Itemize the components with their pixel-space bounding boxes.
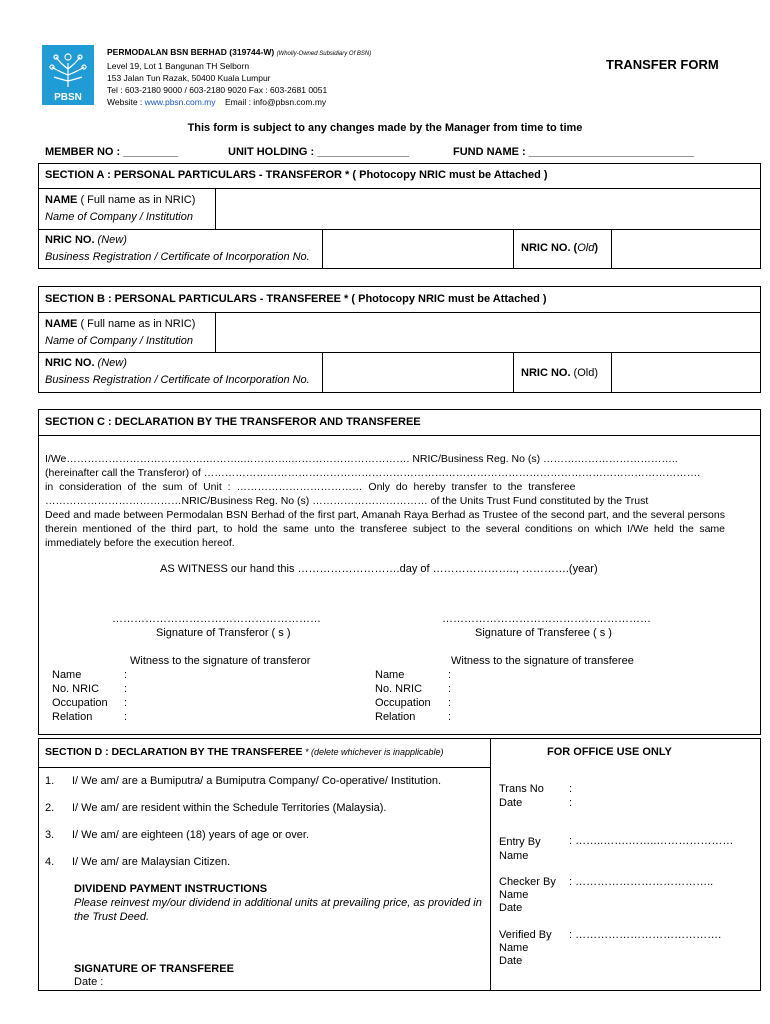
b-nric-new-rest: (New): [94, 357, 127, 369]
witness-transferee-label: Witness to the signature of transferee: [451, 655, 634, 667]
company-sub: (Wholly-Owned Subsidiary Of BSN): [276, 51, 372, 57]
a-nric-old-label: NRIC NO. (: [521, 242, 578, 254]
section-d-title: SECTION D : DECLARATION BY THE TRANSFEREE: [45, 746, 303, 758]
witness-transferee-colons[interactable]: : : : :: [448, 669, 452, 723]
office-trans-colons[interactable]: : :: [569, 783, 573, 809]
office-entry-field[interactable]: : ……..…….……..…………………: [569, 835, 734, 847]
company-info: [107, 46, 371, 108]
office-checker-field[interactable]: : ………………………………..: [569, 876, 714, 888]
a-name-input[interactable]: [216, 189, 760, 229]
d-item-3[interactable]: 3.: [45, 829, 55, 841]
d-item-2-text: I/ We am/ are resident within the Schedule Territories (Malaysia).: [72, 802, 387, 814]
website-label: Website :: [107, 97, 143, 107]
fund-name-field[interactable]: FUND NAME : ___________________________: [453, 146, 694, 158]
tel-fax: Tel : 603-2180 9000 / 603-2180 9020 Fax : 603-2681 0051: [107, 85, 328, 95]
notice: This form is subject to any changes made by the Manager from time to time: [187, 122, 583, 134]
field-occupation: Occupation: [52, 697, 108, 709]
d-item-1-text: I/ We am/ are a Bumiputra/ a Bumiputra Company/ Co-operative/ Institution.: [72, 775, 442, 787]
declaration-line-3: in consideration of the sum of Unit : ……………………………… Only do hereby transfer to the transferee: [45, 481, 576, 493]
a-company-label: Name of Company / Institution: [45, 211, 193, 223]
witness-line[interactable]: AS WITNESS our hand this ……………………….day of ………………….., ………….(year): [160, 563, 598, 575]
b-nric-new-label: NRIC NO.: [45, 357, 95, 369]
field-nric: No. NRIC: [375, 683, 423, 695]
b-nric-old-input[interactable]: [612, 353, 760, 393]
field-relation: Relation: [375, 711, 416, 723]
transferor-signature-line[interactable]: …………………………………………………: [112, 613, 321, 625]
a-nric-new-label: NRIC NO.: [45, 234, 95, 246]
date-field[interactable]: Date :: [74, 976, 104, 988]
d-item-4[interactable]: 4.: [45, 856, 55, 868]
sig-transferor-label: Signature of Transferor ( s ): [156, 627, 291, 639]
section-c-title: SECTION C : DECLARATION BY THE TRANSFEROR AND TRANSFEREE: [45, 416, 421, 428]
a-nric-old-input[interactable]: [612, 230, 760, 269]
address-line-2: 153 Jalan Tun Razak, 50400 Kuala Lumpur: [107, 73, 271, 83]
witness-transferor-label: Witness to the signature of transferor: [130, 655, 311, 667]
b-name-label-rest: ( Full name as in NRIC): [77, 318, 196, 330]
section-a-title: SECTION A : PERSONAL PARTICULARS - TRANSFEROR * ( Photocopy NRIC must be Attached ): [45, 169, 548, 181]
a-name-label-rest: ( Full name as in NRIC): [77, 194, 196, 206]
b-company-label: Name of Company / Institution: [45, 335, 193, 347]
form-title: TRANSFER FORM: [606, 57, 719, 72]
b-nric-new-input[interactable]: [323, 353, 513, 393]
a-name-label: NAME: [45, 194, 78, 206]
b-nric-old-rest: (Old): [570, 367, 598, 379]
declaration-line-4: …………………………………NRIC/Business Reg. No (s) …………………………… of the Units Trust Fund constituted by the Trust: [45, 495, 649, 507]
field-nric: No. NRIC: [52, 683, 100, 695]
email: Email : info@pbsn.com.my: [224, 97, 327, 107]
field-name: Name: [52, 669, 82, 681]
declaration-line-1: I/We………………………………….………..…………..……………………………. NRIC/Business Reg. No (s) ……….………………………..: [45, 453, 678, 465]
office-verified: Verified By Name Date: [499, 929, 552, 967]
witness-transferor-colons[interactable]: : : : :: [124, 669, 128, 723]
office-use-title: FOR OFFICE USE ONLY: [547, 746, 672, 758]
declaration-text: [45, 452, 725, 550]
address-line-1: Level 19, Lot 1 Bangunan TH Selborn: [107, 61, 250, 71]
b-name-input[interactable]: [216, 313, 760, 352]
logo-text: PBSN: [54, 92, 82, 103]
section-d-note: * (delete whichever is inapplicable): [302, 747, 444, 757]
a-nric-new-rest: (New): [94, 234, 127, 246]
pbsn-logo: [42, 45, 94, 105]
d-item-2[interactable]: 2.: [45, 802, 55, 814]
member-no-field[interactable]: MEMBER NO : _________: [45, 146, 179, 158]
field-relation: Relation: [52, 711, 93, 723]
office-verified-field[interactable]: : ………………………………….: [569, 929, 722, 941]
unit-holding-field[interactable]: UNIT HOLDING : _______________: [228, 146, 409, 158]
office-trans: Trans No Date: [499, 783, 544, 809]
d-item-1[interactable]: 1.: [45, 775, 55, 787]
website-link[interactable]: www.pbsn.com.my: [144, 97, 216, 107]
a-nric-old-end: ): [594, 242, 599, 254]
b-brn-label: Business Registration / Certificate of Incorporation No.: [45, 374, 310, 386]
b-nric-old-label: NRIC NO.: [521, 367, 571, 379]
a-nric-old-italic: Old: [577, 242, 595, 254]
a-nric-new-input[interactable]: [323, 230, 513, 269]
declaration-body: Deed and made between Permodalan BSN Berhad of the first part, Amanah Raya Berhad as Trustee of the second part, and the several persons therein mentioned of the third part, to hold the same unto the transferee subject to the several conditions on which I/We held the same immediately before the execution hereof.: [45, 509, 725, 549]
transferee-signature-line[interactable]: …………………………………………………: [442, 613, 651, 625]
dividend-text: Please reinvest my/our dividend in additional units at prevailing price, as provided in the Trust Deed.: [74, 897, 482, 923]
office-entry: Entry By Name: [499, 836, 541, 862]
field-name: Name: [375, 669, 405, 681]
company-name: PERMODALAN BSN BERHAD (319744-W): [107, 47, 275, 57]
d-item-4-text: I/ We am/ are Malaysian Citizen.: [72, 856, 231, 868]
witness-transferee-fields: [375, 668, 431, 724]
d-item-3-text: I/ We am/ are eighteen (18) years of age or over.: [72, 829, 310, 841]
section-b-title: SECTION B : PERSONAL PARTICULARS - TRANSFEREE * ( Photocopy NRIC must be Attached ): [45, 293, 547, 305]
field-occupation: Occupation: [375, 697, 431, 709]
signature-label: SIGNATURE OF TRANSFEREE: [74, 963, 234, 975]
office-checker: Checker By Name Date: [499, 876, 556, 914]
dividend-title: DIVIDEND PAYMENT INSTRUCTIONS: [74, 883, 268, 895]
b-name-label: NAME: [45, 318, 78, 330]
a-brn-label: Business Registration / Certificate of Incorporation No.: [45, 251, 310, 263]
declaration-line-2: (hereinafter call the Transferor) of …………………………………………………………………………………………………………………………….: [45, 467, 701, 479]
sig-transferee-label: Signature of Transferee ( s ): [475, 627, 612, 639]
witness-transferor-fields: [52, 668, 108, 724]
section-d-title-wrap: [45, 746, 444, 758]
